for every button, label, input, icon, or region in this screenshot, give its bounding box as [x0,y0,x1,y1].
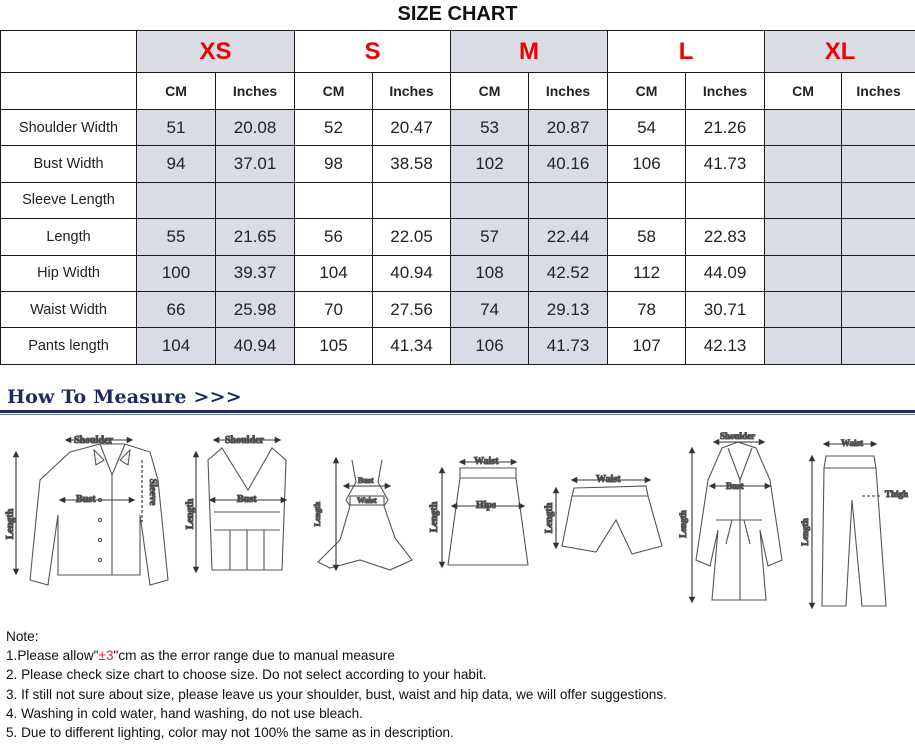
table-cell: 25.98 [216,291,295,327]
table-row [1,182,915,218]
label-waist: Waist [596,474,621,485]
table-cell [608,182,686,218]
table-cell: 44.09 [686,255,765,291]
size-label-m: M [451,31,608,73]
table-cell: 40.16 [529,146,608,182]
size-header-row [1,31,915,73]
unit-corner-cell [1,73,137,110]
table-cell [765,146,842,182]
table-cell [842,219,915,255]
table-cell: 20.87 [529,110,608,146]
table-cell: 104 [295,255,373,291]
table-cell [295,182,373,218]
table-cell: 21.26 [686,110,765,146]
note-1-text-end: "cm as the error range due to manual measure [113,648,395,664]
table-cell [373,182,451,218]
unit-inches: Inches [216,73,295,110]
size-label-l: L [608,31,765,73]
measure-diagram [0,420,915,620]
size-chart-table [0,30,915,365]
note-2: 2. Please check size chart to choose size. Do not select according to your habit. [6,667,487,683]
table-cell: 54 [608,110,686,146]
table-cell [842,328,915,364]
unit-cm: CM [765,73,842,110]
label-length: Length [429,501,440,533]
table-cell: 105 [295,328,373,364]
table-cell: 21.65 [216,219,295,255]
label-waist: Waist [357,496,377,505]
table-cell: 70 [295,291,373,327]
table-cell [765,110,842,146]
table-cell: 41.73 [529,328,608,364]
row-label: Waist Width [1,291,137,327]
table-cell: 53 [451,110,529,146]
heading-divider [0,410,915,413]
table-cell: 27.56 [373,291,451,327]
row-label: Bust Width [1,146,137,182]
label-hips: Hips [476,500,497,511]
table-cell: 41.73 [686,146,765,182]
table-cell [765,219,842,255]
table-cell [842,291,915,327]
table-row [1,291,915,327]
label-waist: Waist [841,438,864,448]
error-range-value: ±3 [98,648,114,664]
notes-heading: Note: [6,629,39,644]
table-cell: 38.58 [373,146,451,182]
table-cell [842,146,915,182]
row-label: Sleeve Length [1,182,137,218]
table-cell: 106 [451,328,529,364]
table-cell [686,182,765,218]
table-cell: 37.01 [216,146,295,182]
table-cell: 102 [451,146,529,182]
table-cell: 74 [451,291,529,327]
table-cell: 22.05 [373,219,451,255]
unit-inches: Inches [373,73,451,110]
table-row [1,146,915,182]
size-label-xs: XS [137,31,295,73]
table-cell [765,255,842,291]
label-length: Length [5,508,16,540]
size-label-xl: XL [765,31,915,73]
table-cell: 78 [608,291,686,327]
table-cell: 100 [137,255,216,291]
tank-top-figure [196,440,286,570]
unit-inches: Inches [842,73,915,110]
note-1 [6,646,911,665]
how-to-measure-heading: How To Measure >>> [7,386,242,408]
coat-figure [692,442,782,600]
heading-divider-thin [0,414,915,415]
table-cell: 55 [137,219,216,255]
size-label-s: S [295,31,451,73]
label-shoulder: Shoulder [225,435,264,446]
table-cell: 22.44 [529,219,608,255]
row-label: Pants length [1,328,137,364]
label-waist: Waist [474,456,499,467]
table-cell: 104 [137,328,216,364]
unit-inches: Inches [529,73,608,110]
table-cell: 29.13 [529,291,608,327]
table-row [1,328,915,364]
unit-cm: CM [608,73,686,110]
table-row [1,255,915,291]
label-length: Length [544,502,555,534]
unit-cm: CM [295,73,373,110]
table-cell [137,182,216,218]
label-thigh: Thigh [885,489,909,499]
table-cell [765,182,842,218]
table-cell: 106 [608,146,686,182]
table-cell: 94 [137,146,216,182]
table-cell [765,291,842,327]
label-shoulder: Shoulder [74,435,113,446]
corner-cell [1,31,137,73]
table-cell [842,255,915,291]
table-cell [842,182,915,218]
unit-inches: Inches [686,73,765,110]
pants-figure [812,444,886,606]
table-cell: 42.52 [529,255,608,291]
table-cell [216,182,295,218]
label-length: Length [800,518,810,546]
table-cell: 20.47 [373,110,451,146]
label-bust: Bust [358,476,374,485]
table-cell: 41.34 [373,328,451,364]
unit-cm: CM [451,73,529,110]
label-bust: Bust [76,494,96,505]
row-label: Shoulder Width [1,110,137,146]
label-bust: Bust [726,481,744,491]
row-label: Length [1,219,137,255]
table-cell: 107 [608,328,686,364]
label-length: Length [185,498,196,530]
blouse-figure [16,440,168,585]
table-cell: 108 [451,255,529,291]
row-label: Hip Width [1,255,137,291]
table-cell [529,182,608,218]
table-cell: 40.94 [373,255,451,291]
label-length: Length [313,501,322,527]
label-shoulder: Shoulder [720,431,756,441]
table-cell: 20.08 [216,110,295,146]
label-bust: Bust [237,494,257,505]
note-3: 3. If still not sure about size, please leave us your shoulder, bust, waist and hip data, we will offer suggestions. [6,686,667,702]
table-cell [765,328,842,364]
table-row [1,110,915,146]
page-title: SIZE CHART [397,3,518,25]
label-sleeve: Sleeve [147,478,158,506]
table-cell: 42.13 [686,328,765,364]
unit-cm: CM [137,73,216,110]
table-cell: 52 [295,110,373,146]
table-cell: 40.94 [216,328,295,364]
notes-section [6,627,911,742]
table-cell [451,182,529,218]
note-4: 4. Washing in cold water, hand washing, do not use bleach. [6,705,363,721]
note-1-text: 1.Please allow" [6,648,99,664]
skirt-figure [442,462,528,565]
table-cell: 39.37 [216,255,295,291]
unit-header-row [1,73,915,110]
label-length: Length [678,510,688,538]
table-cell: 66 [137,291,216,327]
shorts-figure [556,480,662,554]
table-cell: 22.83 [686,219,765,255]
table-cell: 51 [137,110,216,146]
table-cell: 58 [608,219,686,255]
table-cell: 57 [451,219,529,255]
table-cell: 112 [608,255,686,291]
note-5: 5. Due to different lighting, color may not 100% the same as in description. [6,725,454,741]
table-cell: 98 [295,146,373,182]
table-cell: 30.71 [686,291,765,327]
table-cell: 56 [295,219,373,255]
table-cell [842,110,915,146]
table-row [1,219,915,255]
